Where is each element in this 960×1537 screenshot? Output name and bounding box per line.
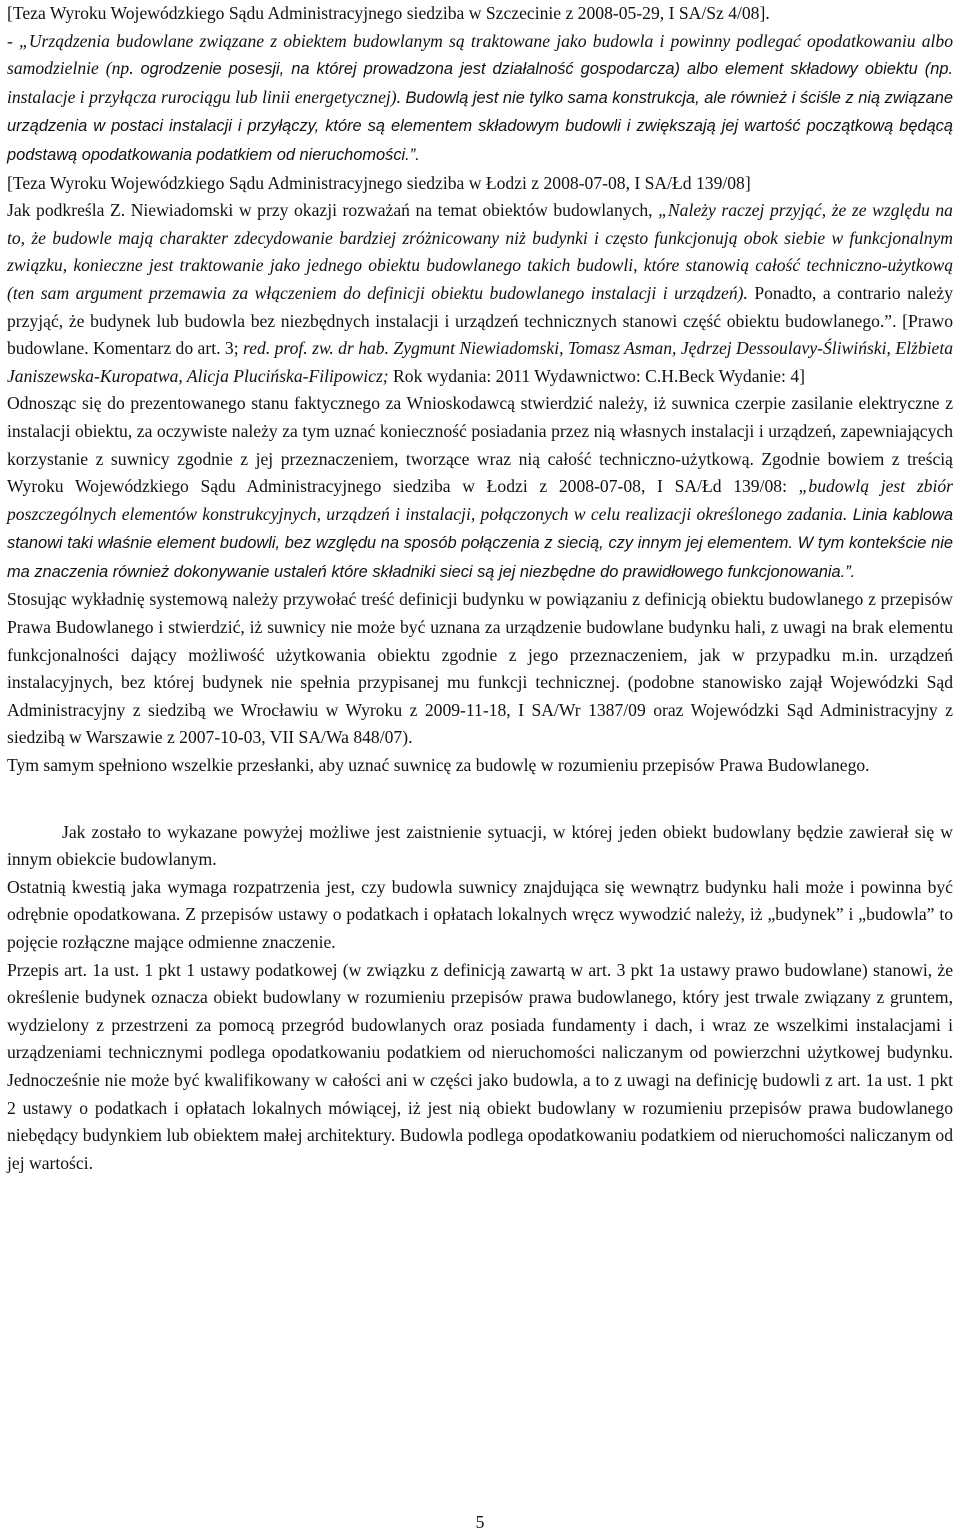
quote-urzadzenia-part3: instalacje i przyłącza rurociągu lub linii energetycznej).: [7, 86, 406, 107]
commentary-publisher: Rok wydania: 2011 Wydawnictwo: C.H.Beck Wydanie: 4]: [388, 365, 805, 386]
paragraph-tym-samym: Tym samym spełniono wszelkie przesłanki, aby uznać suwnicę za budowlę w rozumieniu przepisów Prawa Budowlanego.: [7, 755, 870, 776]
paragraph-stosujac: Stosując wykładnię systemową należy przywołać treść definicji budynku w powiązaniu z definicją obiektu budowlanego z przepisów Prawa Budowlanego i stwierdzić, iż suwnicy nie może być uznana za urządzenie budowlane budynku hali, z uwagi na brak elementu funkcjonalności dający możliwość użytkowania obiektu zgodnie z jego przeznaczeniem, jak w przypadku m.in. urządzeń instalacyjnych, bez której budynek nie spełnia przypisanej mu funkcji technicznej. (podobne stanowisko zajął Wojewódzki Sąd Administracyjny z siedzibą we Wrocławiu w Wyroku z 2009-11-18, I SA/Wr 1387/09 oraz Wojewódzki Sąd Administracyjny z siedzibą w Warszawie z 2007-10-03, VII SA/Wa 848/07).: [7, 589, 953, 748]
paragraph-ostatnia-kwestia: Ostatnią kwestią jaka wymaga rozpatrzenia jest, czy budowla suwnicy znajdująca się wewnątrz budynku hali może i powinna być odrębnie opodatkowana. Z przepisów ustawy o podatkach i opłatach lokalnych wręcz wywodzić należy, iż „budynek” i „budowla” to pojęcie rozłączne mające odmienne znaczenie.: [7, 876, 953, 952]
commentary-citation: [Prawo budowlane. Komentarz do art. 3;: [7, 310, 953, 359]
paragraph-jak-zostalo: Jak zostało to wykazane powyżej możliwe jest zaistnienie sytuacji, w której jeden obiekt budowlany będzie zawierał się w innym obiekcie budowlanym.: [7, 821, 953, 870]
quote-urzadzenia-part4: Budowlą jest nie tylko sama konstrukcja, ale również i ściśle z nią związane urządzenia w postaci instalacji i przyłączy, które są elementem składowym budowli i zwiększają jej wartość początkową będącą podstawą opodatkowania podatkiem od nieruchomości.”.: [7, 88, 953, 164]
odnoszac-quote: „budowlą jest zbiór poszczególnych elementów konstrukcyjnych, urządzeń i instalacji, połączonych w celu realizacji określonego zadania.: [7, 476, 954, 524]
niewiadomski-quote: „Należy raczej przyjąć, że ze względu na to, że budowle mają charakter zdecydowanie bardziej zróżnicowany niż budynki i często funkcjonują obok siebie w funkcjonalnym związku, konieczne jest traktowanie jako jednego obiektu budowlanego takich budowli, które stanowią całość techniczno-użytkową (ten sam argument przemawia za włączeniem do definicji obiektu budowlanego instalacji i urządzeń).: [7, 200, 953, 303]
paragraph-przepis: Przepis art. 1a ust. 1 pkt 1 ustawy podatkowej (w związku z definicją zawartą w art. 3 pkt 1a ustawy prawo budowlane) stanowi, że określenie budynek oznacza obiekt budowlany w rozumieniu przepisów prawa budowlanego, który jest trwale związany z gruntem, wydzielony z przestrzeni za pomocą przegród budowlanych oraz posiada fundamenty i dach, i wraz ze wszelkimi instalacjami i urządzeniami technicznymi podlega opodatkowaniu podatkiem od nieruchomości naliczanym od powierzchni użytkowej budynku. Jednocześnie nie może być kwalifikowany w całości ani w części jako budowla, a to z uwagi na definicję budowli z art. 1a ust. 1 pkt 2 ustawy o podatkach i opłatach lokalnych mówiącej, iż jest nią obiekt budowlany w rozumieniu przepisów prawa budowlanego niebędący budynkiem lub obiektem małej architektury. Budowla podlega opodatkowaniu podatkiem od nieruchomości naliczanym od jej wartości.: [7, 959, 953, 1173]
niewiadomski-quote-cont: Ponadto, a contrario należy przyjąć, że budynek lub budowla bez niezbędnych instalacji i urządzeń technicznych stanowi część obiektu budowlanego.”.: [7, 282, 953, 331]
quote-urzadzenia-part1: - „Urządzenia budowlane związane z obiektem budowlanym są traktowane jako budowla i powinny podlegać opodatkowaniu albo samodzielnie (np.: [7, 30, 953, 79]
odnoszac-text: Odnosząc się do prezentowanego stanu faktycznego za Wnioskodawcą stwierdzić należy, iż suwnica czerpie zasilanie elektryczne z instalacji obiektu, za oczywiste należy za tym uznać konieczność posiadania przez nią własnych instalacji i urządzeń, zapewniających korzystanie z suwnicy zgodnie z jej przeznaczeniem, tworzące wraz nią całość techniczno-użytkową. Zgodnie bowiem z treścią Wyroku Wojewódzkiego Sądu Administracyjnego siedziba w Łodzi z 2008-07-08, I SA/Łd 139/08:: [7, 393, 953, 497]
quote-urzadzenia-part2: ogrodzenie posesji, na której prowadzona jest działalność gospodarcza) albo element składowy obiektu (np.: [140, 60, 953, 79]
paragraph-gap: [7, 780, 953, 819]
commentary-authors: red. prof. zw. dr hab. Zygmunt Niewiadomski, Tomasz Asman, Jędrzej Dessoulavy-Śliwiński, Elżbieta Janiszewska-Kuropatwa, Alicja Plucińska-Filipowicz;: [7, 338, 954, 386]
page-number: 5: [475, 1512, 485, 1532]
paragraph-niewiadomski: [7, 197, 953, 390]
niewiadomski-intro: Jak podkreśla Z. Niewiadomski w przy okazji rozważań na temat obiektów budowlanych,: [7, 200, 659, 221]
paragraph-odnoszac: [7, 390, 953, 586]
quote-paragraph-urzadzenia: [7, 28, 953, 170]
document-body: [7, 0, 953, 1177]
odnoszac-quote-cont: Linia kablowa stanowi taki właśnie element budowli, bez względu na sposób połączenia z siecią, czy innym jej elementem. W tym kontekście nie ma znaczenia również dokonywanie ustaleń które składniki sieci są jej niezbędne do prawidłowego funkcjonowania.”.: [7, 505, 954, 581]
citation-lodz: [Teza Wyroku Wojewódzkiego Sądu Administracyjnego siedziba w Łodzi z 2008-07-08, I SA/Łd 139/08]: [7, 172, 751, 193]
citation-szczecin: [Teza Wyroku Wojewódzkiego Sądu Administracyjnego siedziba w Szczecinie z 2008-05-29, I SA/Sz 4/08].: [7, 3, 770, 23]
